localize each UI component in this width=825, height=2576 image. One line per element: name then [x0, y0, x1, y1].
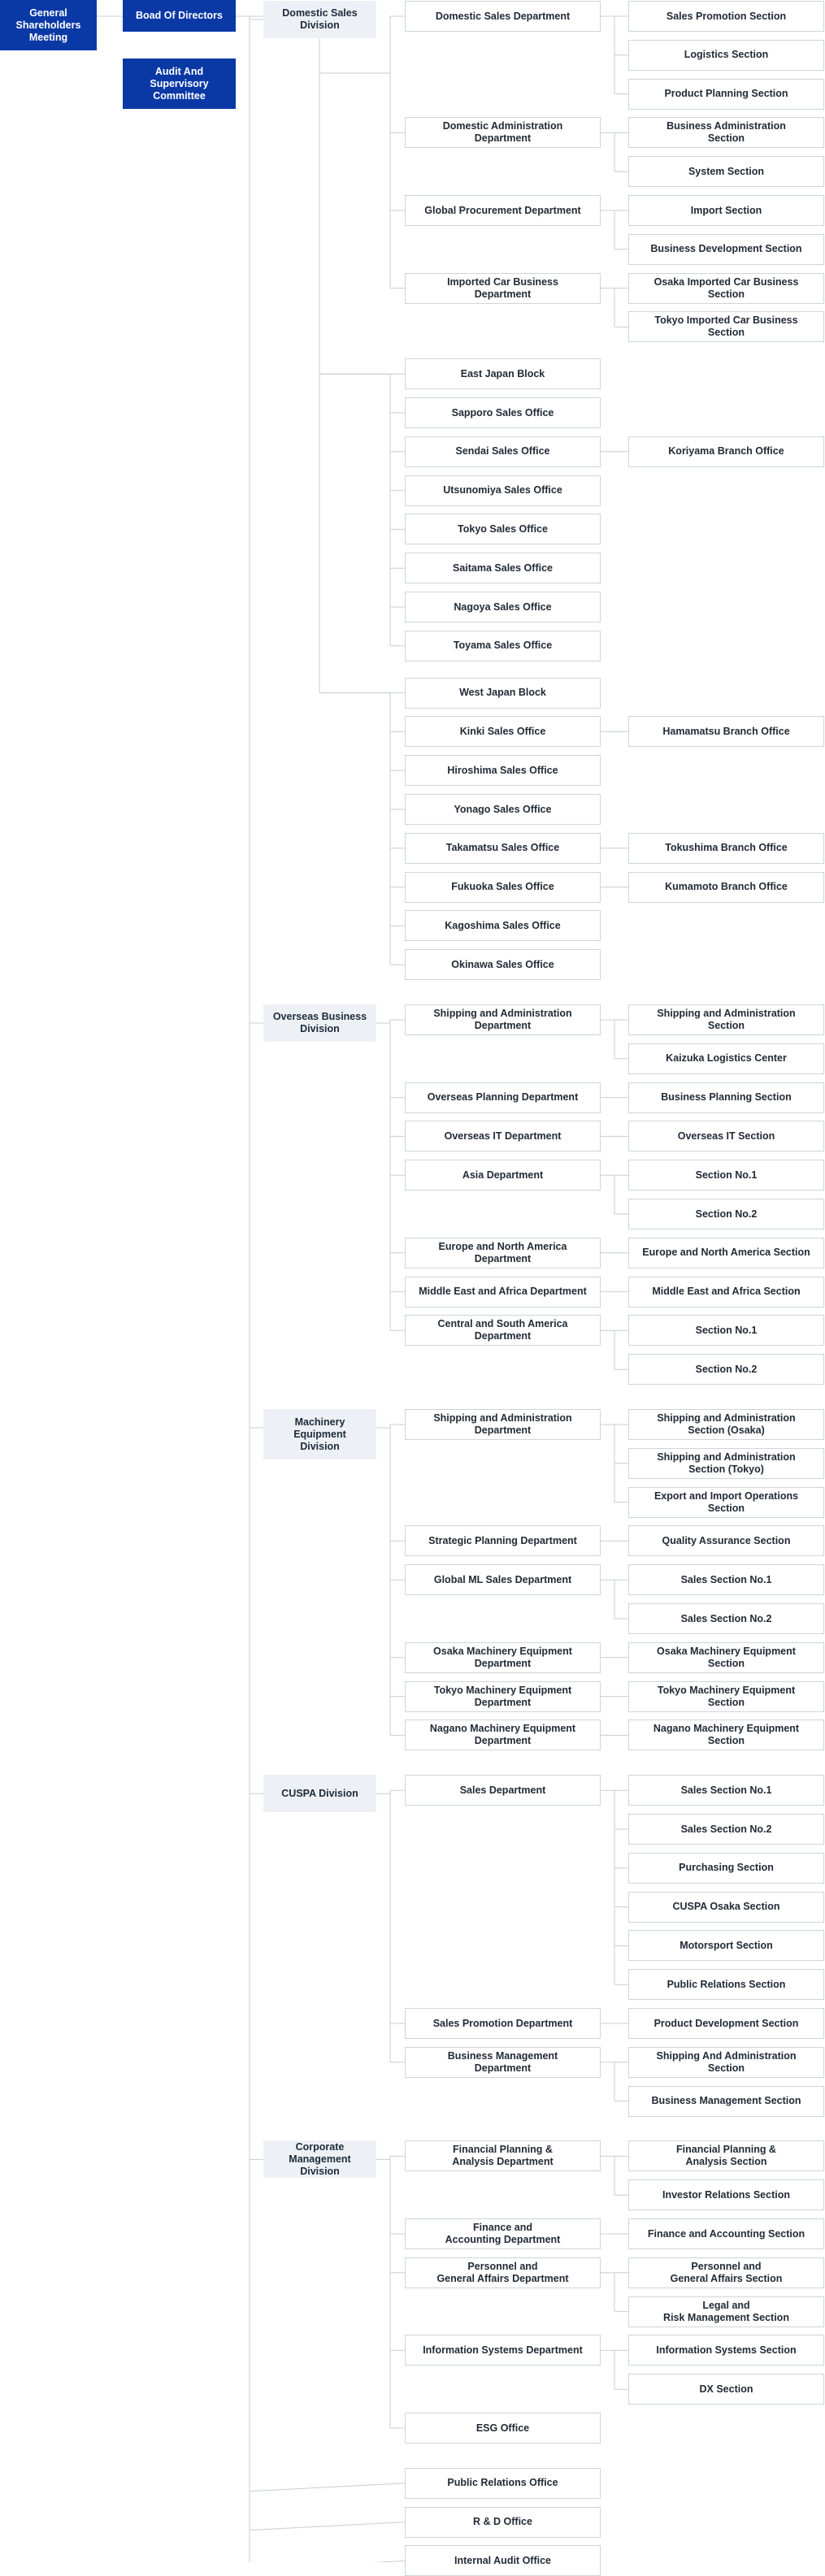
- department-yonago-sales-office: Yonago Sales Office: [405, 794, 601, 825]
- department-financial-planning-analysis-department: Financial Planning & Analysis Department: [405, 2140, 601, 2171]
- section-overseas-it-section: Overseas IT Section: [628, 1121, 824, 1151]
- department-asia-department: Asia Department: [405, 1160, 601, 1190]
- department-finance-and-accounting-department: Finance and Accounting Department: [405, 2218, 601, 2249]
- department-sapporo-sales-office: Sapporo Sales Office: [405, 397, 601, 428]
- section-motorsport-section: Motorsport Section: [628, 1930, 824, 1961]
- section-financial-planning-analysis-section: Financial Planning & Analysis Section: [628, 2140, 824, 2171]
- section-system-section: System Section: [628, 156, 824, 187]
- department-shipping-and-administration-department: Shipping and Administration Department: [405, 1409, 601, 1440]
- department-shipping-and-administration-department: Shipping and Administration Department: [405, 1004, 601, 1035]
- department-toyama-sales-office: Toyama Sales Office: [405, 631, 601, 661]
- section-koriyama-branch-office: Koriyama Branch Office: [628, 436, 824, 467]
- section-middle-east-and-africa-section: Middle East and Africa Section: [628, 1277, 824, 1308]
- section-shipping-and-administration-section-tokyo: Shipping and Administration Section (Tokyo): [628, 1448, 824, 1479]
- department-business-management-department: Business Management Department: [405, 2047, 601, 2078]
- section-business-management-section: Business Management Section: [628, 2086, 824, 2117]
- department-saitama-sales-office: Saitama Sales Office: [405, 553, 601, 583]
- section-kumamoto-branch-office: Kumamoto Branch Office: [628, 872, 824, 903]
- division-overseas-business-division: Overseas Business Division: [263, 1004, 376, 1042]
- department-sales-department: Sales Department: [405, 1775, 601, 1806]
- section-osaka-imported-car-business-section: Osaka Imported Car Business Section: [628, 273, 824, 304]
- department-okinawa-sales-office: Okinawa Sales Office: [405, 949, 601, 980]
- section-personnel-and-general-affairs-section: Personnel and General Affairs Section: [628, 2257, 824, 2288]
- section-business-development-section: Business Development Section: [628, 234, 824, 265]
- department-personnel-and-general-affairs-department: Personnel and General Affairs Department: [405, 2257, 601, 2288]
- department-overseas-it-department: Overseas IT Department: [405, 1121, 601, 1151]
- section-purchasing-section: Purchasing Section: [628, 1853, 824, 1884]
- section-shipping-and-administration-section-osaka: Shipping and Administration Section (Osaka): [628, 1409, 824, 1440]
- section-tokushima-branch-office: Tokushima Branch Office: [628, 833, 824, 864]
- section-kaizuka-logistics-center: Kaizuka Logistics Center: [628, 1043, 824, 1074]
- department-west-japan-block: West Japan Block: [405, 678, 601, 709]
- department-esg-office: ESG Office: [405, 2413, 601, 2444]
- department-information-systems-department: Information Systems Department: [405, 2335, 601, 2366]
- section-nagano-machinery-equipment-section: Nagano Machinery Equipment Section: [628, 1720, 824, 1750]
- department-domestic-sales-department: Domestic Sales Department: [405, 1, 601, 32]
- section-logistics-section: Logistics Section: [628, 40, 824, 71]
- office-r-d-office: R & D Office: [405, 2507, 601, 2538]
- section-import-section: Import Section: [628, 195, 824, 226]
- department-takamatsu-sales-office: Takamatsu Sales Office: [405, 833, 601, 864]
- section-shipping-and-administration-section: Shipping And Administration Section: [628, 2047, 824, 2078]
- department-east-japan-block: East Japan Block: [405, 358, 601, 389]
- section-export-and-import-operations-section: Export and Import Operations Section: [628, 1487, 824, 1518]
- department-nagoya-sales-office: Nagoya Sales Office: [405, 592, 601, 622]
- office-internal-audit-office: Internal Audit Office: [405, 2545, 601, 2576]
- section-europe-and-north-america-section: Europe and North America Section: [628, 1238, 824, 1268]
- department-overseas-planning-department: Overseas Planning Department: [405, 1082, 601, 1113]
- office-public-relations-office: Public Relations Office: [405, 2468, 601, 2499]
- department-utsunomiya-sales-office: Utsunomiya Sales Office: [405, 475, 601, 506]
- division-cuspa-division: CUSPA Division: [263, 1775, 376, 1812]
- department-global-procurement-department: Global Procurement Department: [405, 195, 601, 226]
- section-business-planning-section: Business Planning Section: [628, 1082, 824, 1113]
- section-hamamatsu-branch-office: Hamamatsu Branch Office: [628, 716, 824, 747]
- department-tokyo-machinery-equipment-department: Tokyo Machinery Equipment Department: [405, 1681, 601, 1712]
- section-section-no-2: Section No.2: [628, 1199, 824, 1229]
- department-nagano-machinery-equipment-department: Nagano Machinery Equipment Department: [405, 1720, 601, 1750]
- department-sendai-sales-office: Sendai Sales Office: [405, 436, 601, 467]
- audit-supervisory-committee: Audit And Supervisory Committee: [123, 59, 236, 109]
- section-section-no-2: Section No.2: [628, 1354, 824, 1385]
- department-kinki-sales-office: Kinki Sales Office: [405, 716, 601, 747]
- section-sales-promotion-section: Sales Promotion Section: [628, 1, 824, 32]
- section-tokyo-machinery-equipment-section: Tokyo Machinery Equipment Section: [628, 1681, 824, 1712]
- section-sales-section-no-1: Sales Section No.1: [628, 1564, 824, 1595]
- section-sales-section-no-1: Sales Section No.1: [628, 1775, 824, 1806]
- section-product-development-section: Product Development Section: [628, 2008, 824, 2039]
- section-shipping-and-administration-section: Shipping and Administration Section: [628, 1004, 824, 1035]
- section-public-relations-section: Public Relations Section: [628, 1969, 824, 2000]
- section-quality-assurance-section: Quality Assurance Section: [628, 1525, 824, 1556]
- board-of-directors: Boad Of Directors: [123, 0, 236, 32]
- department-osaka-machinery-equipment-department: Osaka Machinery Equipment Department: [405, 1642, 601, 1673]
- department-imported-car-business-department: Imported Car Business Department: [405, 273, 601, 304]
- section-sales-section-no-2: Sales Section No.2: [628, 1814, 824, 1845]
- department-hiroshima-sales-office: Hiroshima Sales Office: [405, 755, 601, 786]
- department-fukuoka-sales-office: Fukuoka Sales Office: [405, 872, 601, 903]
- division-machinery-equipment-division: Machinery Equipment Division: [263, 1409, 376, 1459]
- section-finance-and-accounting-section: Finance and Accounting Section: [628, 2218, 824, 2249]
- section-dx-section: DX Section: [628, 2374, 824, 2405]
- section-section-no-1: Section No.1: [628, 1315, 824, 1346]
- division-domestic-sales-division: Domestic Sales Division: [263, 1, 376, 38]
- section-legal-and-risk-management-section: Legal and Risk Management Section: [628, 2296, 824, 2327]
- section-product-planning-section: Product Planning Section: [628, 79, 824, 110]
- section-osaka-machinery-equipment-section: Osaka Machinery Equipment Section: [628, 1642, 824, 1673]
- section-tokyo-imported-car-business-section: Tokyo Imported Car Business Section: [628, 311, 824, 342]
- section-cuspa-osaka-section: CUSPA Osaka Section: [628, 1892, 824, 1923]
- department-tokyo-sales-office: Tokyo Sales Office: [405, 514, 601, 544]
- department-sales-promotion-department: Sales Promotion Department: [405, 2008, 601, 2039]
- section-sales-section-no-2: Sales Section No.2: [628, 1603, 824, 1634]
- department-central-and-south-america-department: Central and South America Department: [405, 1315, 601, 1346]
- department-middle-east-and-africa-department: Middle East and Africa Department: [405, 1277, 601, 1308]
- section-information-systems-section: Information Systems Section: [628, 2335, 824, 2366]
- department-kagoshima-sales-office: Kagoshima Sales Office: [405, 910, 601, 941]
- department-domestic-administration-department: Domestic Administration Department: [405, 117, 601, 148]
- section-business-administration-section: Business Administration Section: [628, 117, 824, 148]
- section-investor-relations-section: Investor Relations Section: [628, 2179, 824, 2210]
- department-global-ml-sales-department: Global ML Sales Department: [405, 1564, 601, 1595]
- division-corporate-management-division: Corporate Management Division: [263, 2140, 376, 2178]
- department-strategic-planning-department: Strategic Planning Department: [405, 1525, 601, 1556]
- general-shareholders-meeting: General Shareholders Meeting: [0, 0, 97, 50]
- section-section-no-1: Section No.1: [628, 1160, 824, 1190]
- department-europe-and-north-america-department: Europe and North America Department: [405, 1238, 601, 1268]
